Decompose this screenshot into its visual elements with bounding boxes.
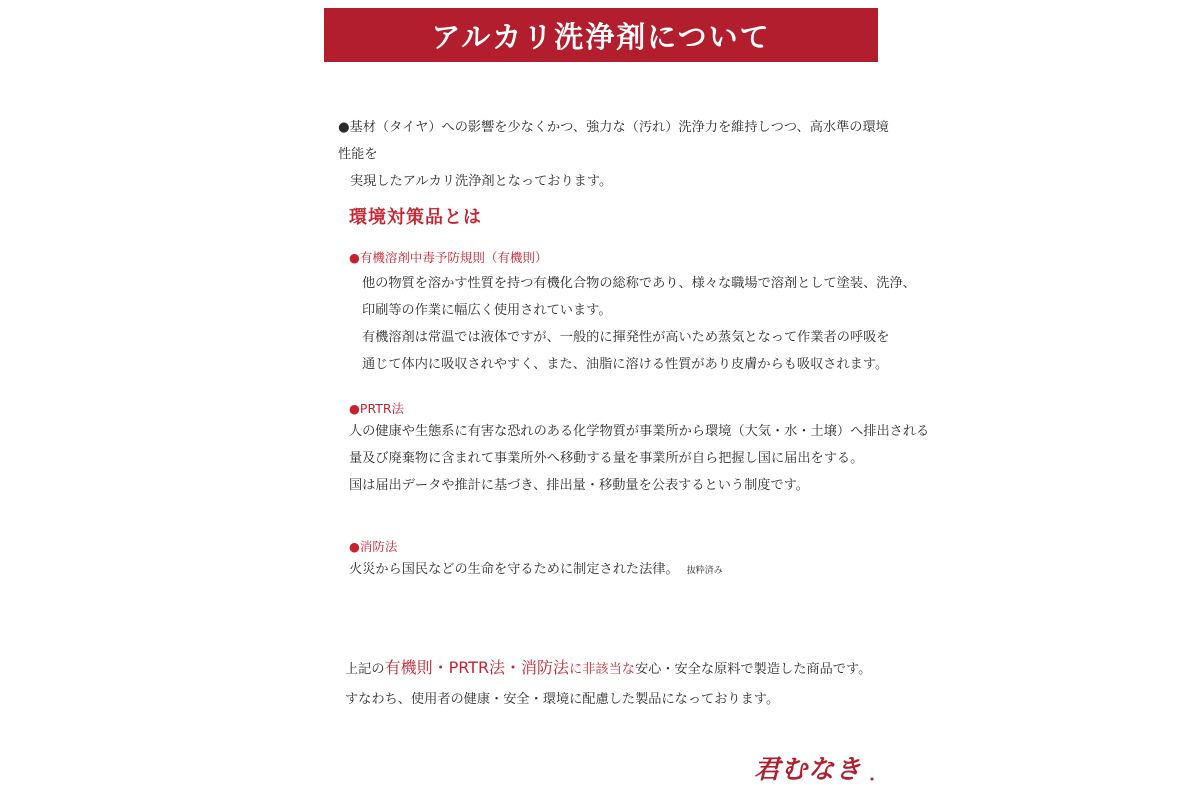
banner-title: アルカリ洗浄剤について xyxy=(431,19,771,54)
svg-text:君むなき: 君むなき xyxy=(754,755,863,785)
brand-logo xyxy=(752,748,876,786)
fire-body xyxy=(349,556,723,585)
organic-line: 通じて体内に吸収されやすく、また、油脂に溶ける性質があり皮膚からも吸収されます。 xyxy=(362,357,889,372)
closing-statement xyxy=(345,653,871,715)
organic-line: 印刷等の作業に幅広く使用されています。 xyxy=(362,303,612,318)
intro-paragraph xyxy=(338,114,898,195)
title-banner xyxy=(324,8,878,62)
prtr-line: 国は届出データや推計に基づき、排出量・移動量を公表するという制度です。 xyxy=(349,478,809,493)
intro-line-2: 実現したアルカリ洗浄剤となっております。 xyxy=(350,174,613,189)
organic-title: ●有機溶剤中毒予防規則（有機則） xyxy=(349,250,548,265)
section-heading: 環境対策品とは xyxy=(349,207,482,228)
fire-line: 火災から国民などの生命を守るために制定された法律。 xyxy=(349,562,679,577)
organic-line: 他の物質を溶かす性質を持つ有機化合物の総称であり、様々な職場で溶剤として塗装、洗浄、 xyxy=(362,276,916,291)
closing-laws: 有機則・PRTR法・消防法 xyxy=(384,658,570,677)
closing-line-2: すなわち、使用者の健康・安全・環境に配慮した製品になっております。 xyxy=(345,692,780,707)
prtr-title: ●PRTR法 xyxy=(349,401,405,416)
closing-prefix: 上記の xyxy=(345,662,385,677)
fire-title: ●消防法 xyxy=(349,539,398,554)
closing-line-1 xyxy=(345,653,871,685)
prtr-body xyxy=(349,418,929,499)
closing-suffix: 安心・安全な原料で製造した商品です。 xyxy=(635,662,872,677)
prtr-line: 量及び廃棄物に含まれて事業所外へ移動する量を事業所が自ら把握し国に届出をする。 xyxy=(349,451,864,466)
intro-line-1: ●基材（タイヤ）への影響を少なくかつ、強力な（汚れ）洗浄力を維持しつつ、高水準の環境性能を xyxy=(338,120,889,162)
excerpt-note: 抜粋済み xyxy=(686,566,723,576)
organic-body xyxy=(362,270,916,378)
organic-line: 有機溶剤は常温では液体ですが、一般的に揮発性が高いため蒸気となって作業者の呼吸を xyxy=(362,330,890,345)
closing-non-applicable: に非該当な xyxy=(569,662,635,677)
prtr-line: 人の健康や生態系に有害な恐れのある化学物質が事業所から環境（大気・水・土壌）へ排出される xyxy=(349,424,930,439)
